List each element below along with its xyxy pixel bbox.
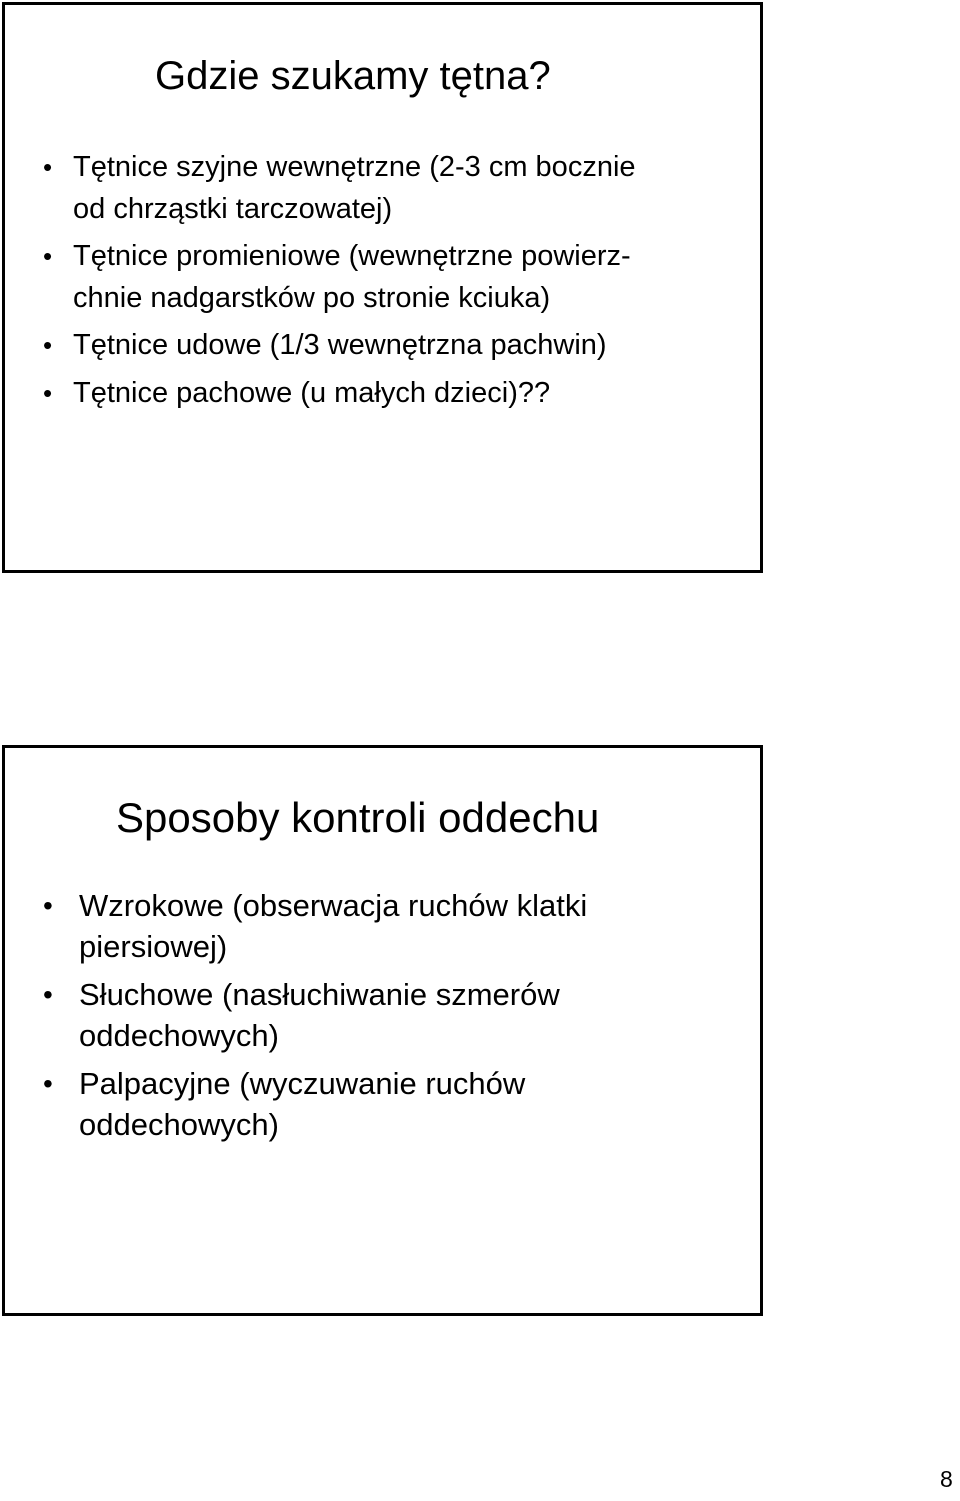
list-item-text: Tętnice promieniowe (wewnętrzne powierz- chnie nadgarstków po stronie kciuka) [73,240,631,314]
bullet-icon: • [43,1068,53,1099]
bullet-icon: • [43,330,53,360]
bullet-icon: • [43,890,53,921]
slide-title: Sposoby kontroli oddechu [116,794,600,841]
list-item-text: Słuchowe (nasłuchiwanie szmerów oddechowych) [79,977,560,1053]
list-item [43,373,743,415]
slide-breathing-control [2,745,763,1316]
list-item-text: Tętnice szyjne wewnętrzne (2-3 cm bocznie od chrząstki tarczowatej) [73,151,636,225]
bullet-icon: • [43,152,53,182]
list-item-text: Palpacyjne (wyczuwanie ruchów oddechowych) [79,1066,526,1142]
slide-title: Gdzie szukamy tętna? [155,54,551,98]
bullet-icon: • [43,979,53,1010]
list-item [43,147,743,230]
bullet-list [43,147,743,420]
list-item-text: Wzrokowe (obserwacja ruchów klatki piersiowej) [79,888,588,964]
list-item [43,325,743,367]
page-number: 8 [940,1466,953,1492]
list-item [43,236,743,319]
list-item-text: Tętnice pachowe (u małych dzieci)?? [73,376,551,409]
bullet-list [43,886,693,1153]
list-item [43,975,693,1056]
slide-pulse-locations [2,2,763,573]
list-item [43,886,693,967]
bullet-icon: • [43,377,53,408]
bullet-icon: • [43,241,53,271]
list-item [43,1064,693,1145]
list-item-text: Tętnice udowe (1/3 wewnętrzna pachwin) [73,329,607,361]
